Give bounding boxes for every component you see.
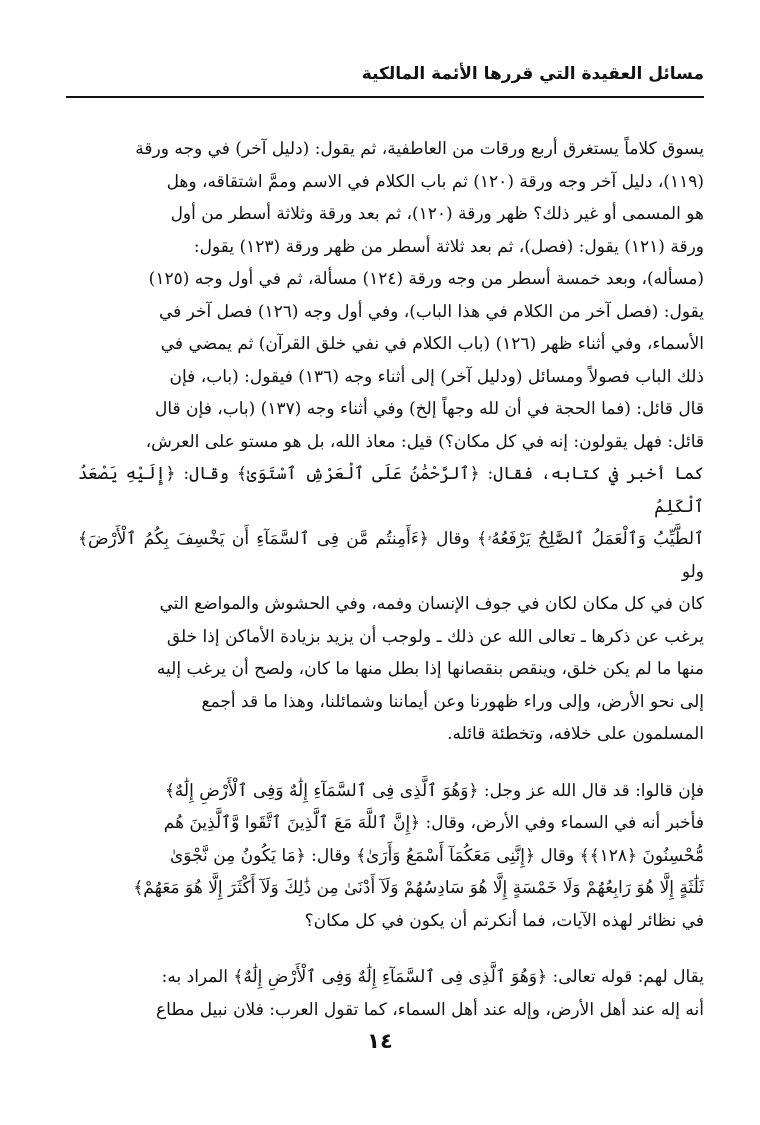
text-line: فأخبر أنه في السماء وفي الأرض، وقال: ﴿إِنَّ ٱللَّهَ مَعَ ٱلَّذِينَ ٱتَّقَوا وَّٱلَّذِينَ هُم <box>163 813 704 833</box>
text-line: يرغب عن ذكرها ـ تعالى الله عن ذلك ـ ولوجب أن يزيد بزيادة الأماكن إذا خلق <box>166 626 704 647</box>
text-line: المسلمون على خلافه، وتخطئة قائله. <box>447 724 704 744</box>
text-line: أنه إله عند أهل الأرض، وإله عند أهل السماء، كما تقول العرب: فلان نبيل مطاع <box>156 999 704 1020</box>
text-line: في نظائر لهذه الآيات، فما أنكرتم أن يكون في كل مكان؟ <box>304 910 704 931</box>
text-line: مُّحْسِنُونَ ﴿١٢٨﴾﴾ وقال ﴿إِنَّنِى مَعَكُمَآ أَسْمَعُ وَأَرَىٰ﴾ وقال: ﴿مَا يَكُونُ مِن نَّجْوَىٰ <box>170 845 704 866</box>
text-line: (١١٩)، دليل آخر وجه ورقة (١٢٠) ثم باب الكلام في الاسم وممَّ اشتقاقه، وهل <box>166 171 704 192</box>
running-head-title: مسائل العقيدة التي قررها الأئمة المالكية <box>361 64 704 84</box>
text-line: (مسأله)، وبعد خمسة أسطر من وجه ورقة (١٢٤) مسألة، ثم في أول وجه (١٢٥) <box>148 269 704 289</box>
header-rule <box>66 96 704 98</box>
text-line: ٱلطَّيِّبُ وَٱلْعَمَلُ ٱلصَّٰلِحُ يَرْفَعُهُۥ﴾ وقال ﴿ءَأَمِنتُم مَّن فِى ٱلسَّمَآءِ أَن يَخْسِفَ بِكُمُ ٱلْأَرْضَ﴾ ولو <box>78 529 704 582</box>
text-line: يقال لهم: قوله تعالى: ﴿وَهُوَ ٱلَّذِى فِى ٱلسَّمَآءِ إِلَٰهٌ وَفِى ٱلْأَرْضِ إِلَٰهٌ﴾ المراد به: <box>161 967 704 987</box>
paragraph-2 <box>78 775 704 938</box>
text-line: يسوق كلاماً يستغرق أربع ورقات من العاطفية، ثم يقول: (دليل آخر) في وجه ورقة <box>135 139 704 159</box>
text-line: هو المسمى أو غير ذلك؟ ظهر ورقة (١٢٠)، ثم بعد ورقة وثلاثة أسطر من أول <box>170 204 704 224</box>
text-line: كان في كل مكان لكان في جوف الإنسان وفمه، وفي الحشوش والمواضع التي <box>159 594 704 614</box>
text-line: إلى نحو الأرض، وإلى وراء ظهورنا وعن أيماننا وشمائلنا، وهذا ما قد أجمع <box>201 691 704 712</box>
text-line: ورقة (١٢١) يقول: (فصل)، ثم بعد ثلاثة أسطر من ظهر ورقة (١٢٣) يقول: <box>193 236 704 257</box>
page-number: ١٤ <box>367 1029 393 1053</box>
body-text <box>78 133 704 1026</box>
text-line: الأسماء، وفي أثناء ظهر (١٢٦) (باب الكلام في نفي خلق القرآن) ثم يمضي في <box>160 334 704 354</box>
text-line: يقول: (فصل آخر من الكلام في هذا الباب)، وفي أول وجه (١٢٦) فصل آخر في <box>158 301 704 322</box>
text-line: قائل: فهل يقولون: إنه في كل مكان؟) قيل: معاذ الله، بل هو مستو على العرش، <box>145 431 704 452</box>
text-line: كما أخبر في كتابه، فقال: ﴿ٱلرَّحْمَٰنُ عَلَى ٱلْعَرْشِ ٱسْتَوَىٰ﴾ وقال: ﴿إِلَيْهِ يَصْعَدُ ٱلْكَلِمُ <box>78 464 704 517</box>
paragraph-1 <box>78 133 704 751</box>
text-line: ذلك الباب فصولاً ومسائل (ودليل آخر) إلى أثناء وجه (١٣٦) فيقول: (باب، فإن <box>169 366 704 387</box>
paragraph-3 <box>78 961 704 1026</box>
text-line: قال قائل: (فما الحجة في أن لله وجهاً إلخ) وفي أثناء وجه (١٣٧) (باب، فإن قال <box>154 399 704 419</box>
text-line: ثَلَٰثَةٍ إِلَّا هُوَ رَابِعُهُمْ وَلَا خَمْسَةٍ إِلَّا هُوَ سَادِسُهُمْ وَلَآ أَدْنَىٰ مِن ذَٰلِكَ وَلَآ أَكْثَرَ إِلَّا هُوَ مَعَهُمْ﴾ <box>133 878 704 898</box>
text-line: منها ما لم يكن خلق، وينقص بنقصانها إذا بطل منها ما كان، ولصح أن يرغب إليه <box>156 659 704 679</box>
text-line: فإن قالوا: قد قال الله عز وجل: ﴿وَهُوَ ٱلَّذِى فِى ٱلسَّمَآءِ إِلَٰهٌ وَفِى ٱلْأَرْضِ إِلَٰهٌ﴾ <box>164 780 704 801</box>
